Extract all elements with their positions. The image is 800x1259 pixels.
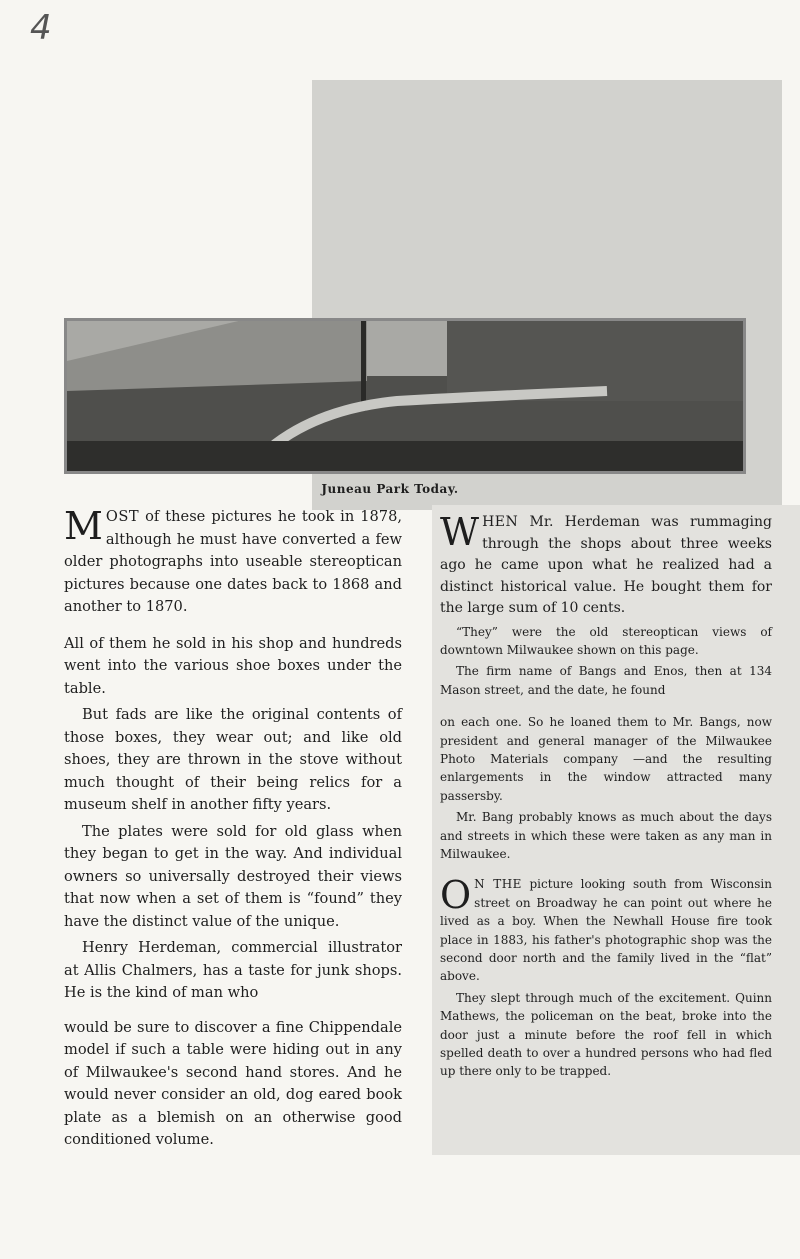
left-paragraph-1-text: of these pictures he took in 1878, although he must have converted a few older photographs into useable stereoptican pictures because one dates back to 1868 and another to 1870. bbox=[64, 508, 402, 615]
right-paragraph-5: Mr. Bang probably knows as much about the days and streets in which these were taken as any man in Milwaukee. bbox=[440, 810, 772, 861]
right-paragraph-6-text: picture looking south from Wisconsin street on Broadway he can point out where he lived as a boy. When the Newhall House fire took place in 1883, his father's photographic shop was the second door north and the family lived in the “flat” above. bbox=[440, 877, 772, 984]
right-paragraph-1-text: Mr. Herdeman was rummaging through the shops about three weeks ago he came upon what he realized had a distinct historical value. He bought them for the large sum of 10 cents. bbox=[440, 514, 772, 616]
page-number: 4 bbox=[30, 8, 52, 48]
right-paragraph-3: The firm name of Bangs and Enos, then at 134 Mason street, and the date, he found bbox=[440, 664, 772, 697]
right-paragraph-1 bbox=[440, 512, 772, 620]
photo-caption: Juneau Park Today. bbox=[321, 482, 459, 496]
right-paragraph-4: on each one. So he loaned them to Mr. Bangs, now president and general manager of the Milwaukee Photo Materials company —and the resulting enlargements in the window attracted many passersby. bbox=[440, 715, 772, 803]
right-paragraph-7: They slept through much of the excitement. Quinn Mathews, the policeman on the beat, broke into the door just a minute before the roof fell in which spelled death to over a hundred persons who had fled up there only to be trapped. bbox=[440, 990, 772, 1079]
left-paragraph-6: would be sure to discover a fine Chippendale model if such a table were hiding out in any of Milwaukee's second hand stores. And he would never consider an old, dog eared book plate as a blemish on an otherwise good conditioned volume. bbox=[64, 1018, 402, 1148]
drop-cap-o: O bbox=[440, 873, 472, 918]
left-paragraph-5: Henry Herdeman, commercial illustrator at Allis Chalmers, has a taste for junk shops. He is the kind of man who bbox=[64, 939, 402, 1001]
drop-cap-m: M bbox=[64, 504, 103, 548]
right-column bbox=[440, 512, 772, 1084]
left-paragraph-3: But fads are like the original contents of those boxes, they wear out; and like old shoes, they are thrown in the stove without much thought of their being relics for a museum shelf in another fifty years. bbox=[64, 706, 402, 813]
left-paragraph-1 bbox=[64, 506, 402, 619]
juneau-park-photo bbox=[64, 318, 746, 474]
left-paragraph-2: All of them he sold in his shop and hundreds went into the various shoe boxes under the table. bbox=[64, 634, 402, 697]
lead-word: OST bbox=[105, 508, 140, 525]
left-column bbox=[64, 506, 402, 1156]
right-paragraph-6 bbox=[440, 875, 772, 985]
lead-word: HEN bbox=[482, 514, 519, 530]
drop-cap-w: W bbox=[440, 510, 480, 554]
left-paragraph-4: The plates were sold for old glass when they began to get in the way. And individual owners so universally destroyed their views that now when a set of them is “found” they have the distinct value of the unique. bbox=[64, 822, 402, 930]
park-scene-illustration bbox=[67, 321, 743, 471]
lead-word: N THE bbox=[474, 877, 522, 892]
right-paragraph-2: “They” were the old stereoptican views of downtown Milwaukee shown on this page. bbox=[440, 624, 772, 657]
